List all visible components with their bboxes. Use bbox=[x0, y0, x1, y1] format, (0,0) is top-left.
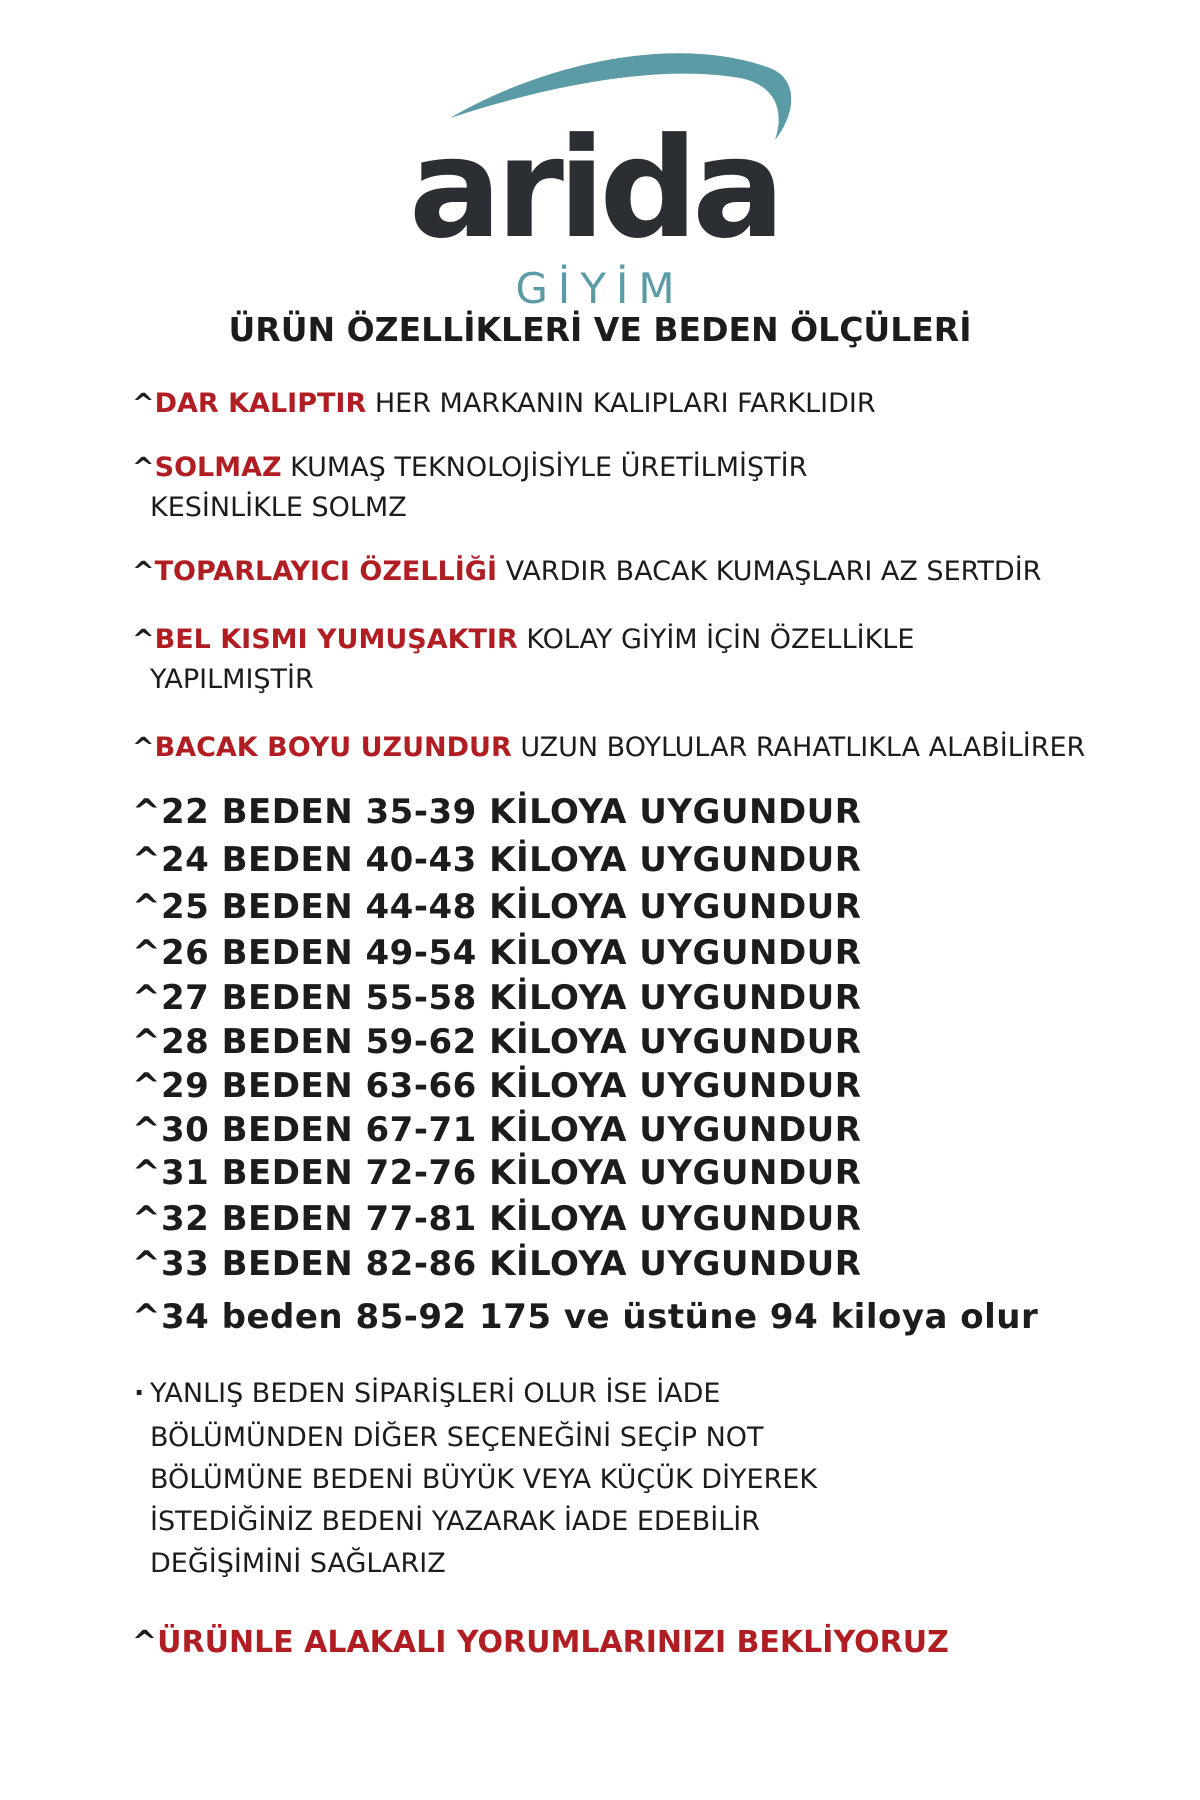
brand-logo bbox=[380, 40, 820, 313]
size-row: ^28 BEDEN 59-62 KİLOYA UYGUNDUR bbox=[132, 1022, 862, 1062]
closing-line bbox=[132, 1625, 949, 1660]
closing-text: ÜRÜNLE ALAKALI YORUMLARINIZI BEKLİYORUZ bbox=[157, 1625, 949, 1660]
feature-item bbox=[132, 734, 1085, 761]
feature-text: UZUN BOYLULAR RAHATLIKLA ALABİLİRER bbox=[511, 732, 1086, 763]
size-row: ^29 BEDEN 63-66 KİLOYA UYGUNDUR bbox=[132, 1066, 862, 1106]
size-row: ^26 BEDEN 49-54 KİLOYA UYGUNDUR bbox=[132, 933, 862, 973]
size-row: ^33 BEDEN 82-86 KİLOYA UYGUNDUR bbox=[132, 1244, 862, 1284]
feature-text: VARDIR BACAK KUMAŞLARI AZ SERTDİR bbox=[497, 556, 1042, 587]
size-row: ^32 BEDEN 77-81 KİLOYA UYGUNDUR bbox=[132, 1199, 862, 1239]
size-row: ^22 BEDEN 35-39 KİLOYA UYGUNDUR bbox=[132, 792, 862, 832]
closing-caret: ^ bbox=[132, 1625, 158, 1660]
feature-highlight: TOPARLAYICI ÖZELLİĞİ bbox=[154, 556, 498, 587]
feature-caret: ^ bbox=[132, 624, 155, 655]
size-row: ^27 BEDEN 55-58 KİLOYA UYGUNDUR bbox=[132, 978, 862, 1018]
feature-continuation: KESİNLİKLE SOLMZ bbox=[150, 492, 407, 523]
feature-item bbox=[132, 390, 876, 417]
note-line: YANLIŞ BEDEN SİPARİŞLERİ OLUR İSE İADE bbox=[150, 1378, 721, 1409]
feature-highlight: DAR KALIPTIR bbox=[154, 388, 367, 419]
feature-text: KUMAŞ TEKNOLOJİSİYLE ÜRETİLMİŞTİR bbox=[281, 452, 808, 483]
note-line: BÖLÜMÜNE BEDENİ BÜYÜK VEYA KÜÇÜK DİYEREK bbox=[150, 1464, 818, 1495]
feature-item bbox=[132, 454, 807, 481]
feature-item bbox=[132, 626, 914, 653]
feature-continuation: YAPILMIŞTİR bbox=[150, 664, 314, 695]
size-row: ^24 BEDEN 40-43 KİLOYA UYGUNDUR bbox=[132, 840, 862, 880]
size-row: ^34 beden 85-92 175 ve üstüne 94 kiloya olur bbox=[132, 1297, 1039, 1337]
size-row: ^25 BEDEN 44-48 KİLOYA UYGUNDUR bbox=[132, 887, 862, 927]
feature-highlight: BEL KISMI YUMUŞAKTIR bbox=[154, 624, 518, 655]
feature-caret: ^ bbox=[132, 388, 155, 419]
size-row: ^31 BEDEN 72-76 KİLOYA UYGUNDUR bbox=[132, 1153, 862, 1193]
feature-caret: ^ bbox=[132, 556, 155, 587]
note-line: DEĞİŞİMİNİ SAĞLARIZ bbox=[150, 1548, 446, 1579]
note-bullet: · bbox=[134, 1378, 145, 1409]
feature-highlight: SOLMAZ bbox=[154, 452, 282, 483]
note-line: BÖLÜMÜNDEN DİĞER SEÇENEĞİNİ SEÇİP NOT bbox=[150, 1422, 764, 1453]
note-line: İSTEDİĞİNİZ BEDENİ YAZARAK İADE EDEBİLİR bbox=[150, 1506, 760, 1537]
feature-item bbox=[132, 558, 1041, 585]
brand-name: arida bbox=[408, 108, 780, 269]
feature-caret: ^ bbox=[132, 452, 155, 483]
page-title: ÜRÜN ÖZELLİKLERİ VE BEDEN ÖLÇÜLERİ bbox=[228, 310, 972, 349]
feature-text: HER MARKANIN KALIPLARI FARKLIDIR bbox=[366, 388, 876, 419]
feature-highlight: BACAK BOYU UZUNDUR bbox=[154, 732, 512, 763]
brand-subtitle: GİYİM bbox=[515, 264, 685, 313]
feature-caret: ^ bbox=[132, 732, 155, 763]
size-row: ^30 BEDEN 67-71 KİLOYA UYGUNDUR bbox=[132, 1110, 862, 1150]
feature-text: KOLAY GİYİM İÇİN ÖZELLİKLE bbox=[517, 624, 915, 655]
